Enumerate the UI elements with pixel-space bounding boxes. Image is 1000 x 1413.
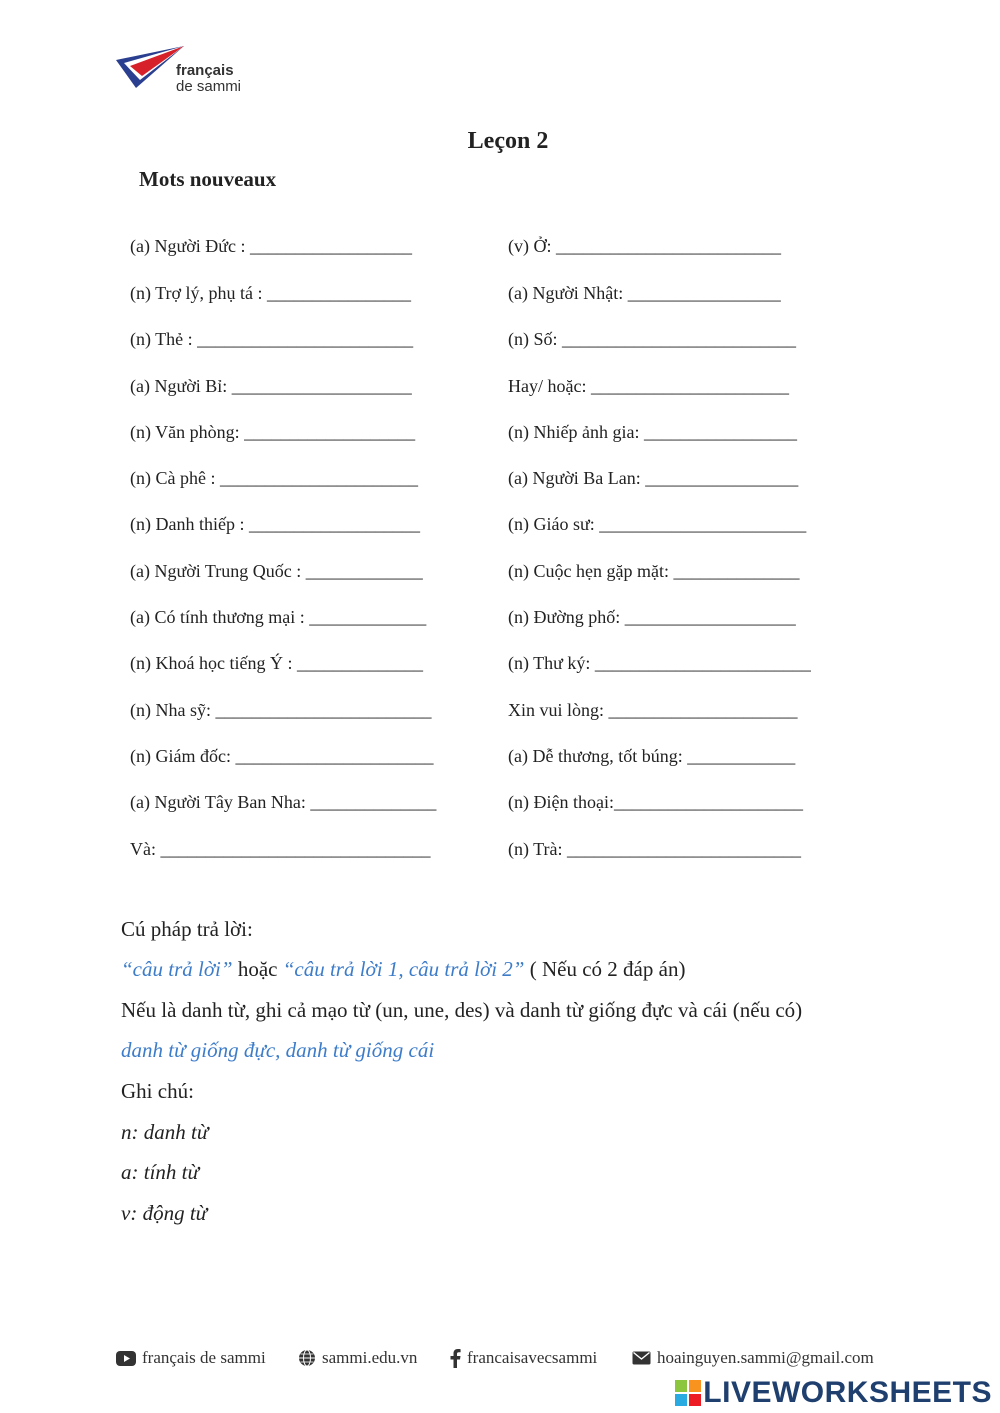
- syntax-heading: Cú pháp trả lời:: [121, 917, 253, 941]
- vocab-item[interactable]: (n) Thẻ : ________________________: [130, 329, 414, 349]
- legend-noun: n: danh từ: [121, 1120, 209, 1144]
- answer-one-example: “câu trả lời”: [121, 957, 233, 981]
- liveworksheets-watermark: [675, 1376, 992, 1410]
- vocab-item[interactable]: (n) Danh thiếp : ___________________: [130, 514, 420, 534]
- brand-logo: [112, 44, 252, 96]
- brand-line-2: de sammi: [176, 78, 242, 95]
- answer-two-example: “câu trả lời 1, câu trả lời 2”: [282, 957, 525, 981]
- vocab-item[interactable]: (n) Cà phê : ______________________: [130, 468, 418, 488]
- youtube-icon: [116, 1351, 136, 1366]
- youtube-channel-label: français de sammi: [142, 1348, 266, 1367]
- vocab-item[interactable]: (n) Nha sỹ: ________________________: [130, 700, 432, 720]
- footer-facebook[interactable]: [450, 1348, 597, 1368]
- legend-adjective: a: tính từ: [121, 1160, 199, 1184]
- liveworksheets-logo-icon: [675, 1380, 701, 1406]
- vocab-item[interactable]: (a) Người Đức : __________________: [130, 236, 412, 256]
- vocab-item[interactable]: (n) Trà: __________________________: [508, 839, 802, 859]
- facebook-icon: [450, 1349, 461, 1368]
- vocab-item[interactable]: (a) Có tính thương mại : _____________: [130, 607, 427, 627]
- syntax-format-line: [121, 956, 685, 982]
- footer-website[interactable]: [298, 1348, 417, 1368]
- footer-youtube[interactable]: [116, 1348, 266, 1368]
- legend-heading: Ghi chú:: [121, 1079, 194, 1103]
- mail-icon: [632, 1351, 651, 1365]
- vocab-item[interactable]: (n) Giám đốc: ______________________: [130, 746, 434, 766]
- globe-icon: [298, 1349, 316, 1367]
- vocab-item[interactable]: (n) Khoá học tiếng Ý : ______________: [130, 653, 423, 673]
- plane-logo-icon: [112, 44, 184, 88]
- brand-line-1: français: [176, 62, 234, 79]
- or-word: hoặc: [232, 957, 283, 981]
- vocab-item[interactable]: (v) Ở: _________________________: [508, 236, 781, 256]
- vocab-item[interactable]: Và: ______________________________: [130, 839, 431, 859]
- facebook-label: francaisavecsammi: [467, 1348, 598, 1367]
- page-title: Leçon 2: [467, 128, 549, 154]
- liveworksheets-text: LIVEWORKSHEETS: [703, 1376, 992, 1409]
- vocab-item[interactable]: (a) Người Nhật: _________________: [508, 283, 781, 303]
- vocab-item[interactable]: (a) Người Ba Lan: _________________: [508, 468, 799, 488]
- vocab-item[interactable]: (n) Nhiếp ảnh gia: _________________: [508, 422, 797, 442]
- vocab-item[interactable]: Hay/ hoặc: ______________________: [508, 376, 789, 396]
- two-answers-note: ( Nếu có 2 đáp án): [524, 957, 686, 981]
- vocab-item[interactable]: (a) Người Bỉ: ____________________: [130, 376, 412, 396]
- vocab-item[interactable]: (n) Số: __________________________: [508, 329, 796, 349]
- vocab-item[interactable]: (n) Thư ký: ________________________: [508, 653, 811, 673]
- gender-example: danh từ giống đực, danh từ giống cái: [121, 1038, 435, 1062]
- vocab-item[interactable]: (a) Người Tây Ban Nha: ______________: [130, 792, 437, 812]
- section-subtitle: Mots nouveaux: [139, 167, 277, 191]
- vocab-item[interactable]: (n) Cuộc hẹn gặp mặt: ______________: [508, 561, 800, 581]
- vocab-item[interactable]: (n) Điện thoại:_____________________: [508, 792, 803, 812]
- noun-rule: Nếu là danh từ, ghi cả mạo từ (un, une, des) và danh từ giống đực và cái (nếu có): [121, 998, 803, 1022]
- footer-email[interactable]: [632, 1348, 874, 1368]
- vocab-item[interactable]: (n) Trợ lý, phụ tá : ________________: [130, 283, 412, 303]
- vocab-item[interactable]: (n) Đường phố: ___________________: [508, 607, 796, 627]
- vocab-item[interactable]: (a) Dễ thương, tốt búng: ____________: [508, 746, 796, 766]
- vocab-item[interactable]: (a) Người Trung Quốc : _____________: [130, 561, 423, 581]
- legend-verb: v: động từ: [121, 1201, 208, 1225]
- website-label: sammi.edu.vn: [322, 1348, 418, 1367]
- vocab-item[interactable]: (n) Giáo sư: _______________________: [508, 514, 807, 534]
- vocab-item[interactable]: (n) Văn phòng: ___________________: [130, 422, 416, 442]
- vocab-item[interactable]: Xin vui lòng: _____________________: [508, 700, 798, 720]
- email-label: hoainguyen.sammi@gmail.com: [657, 1348, 874, 1367]
